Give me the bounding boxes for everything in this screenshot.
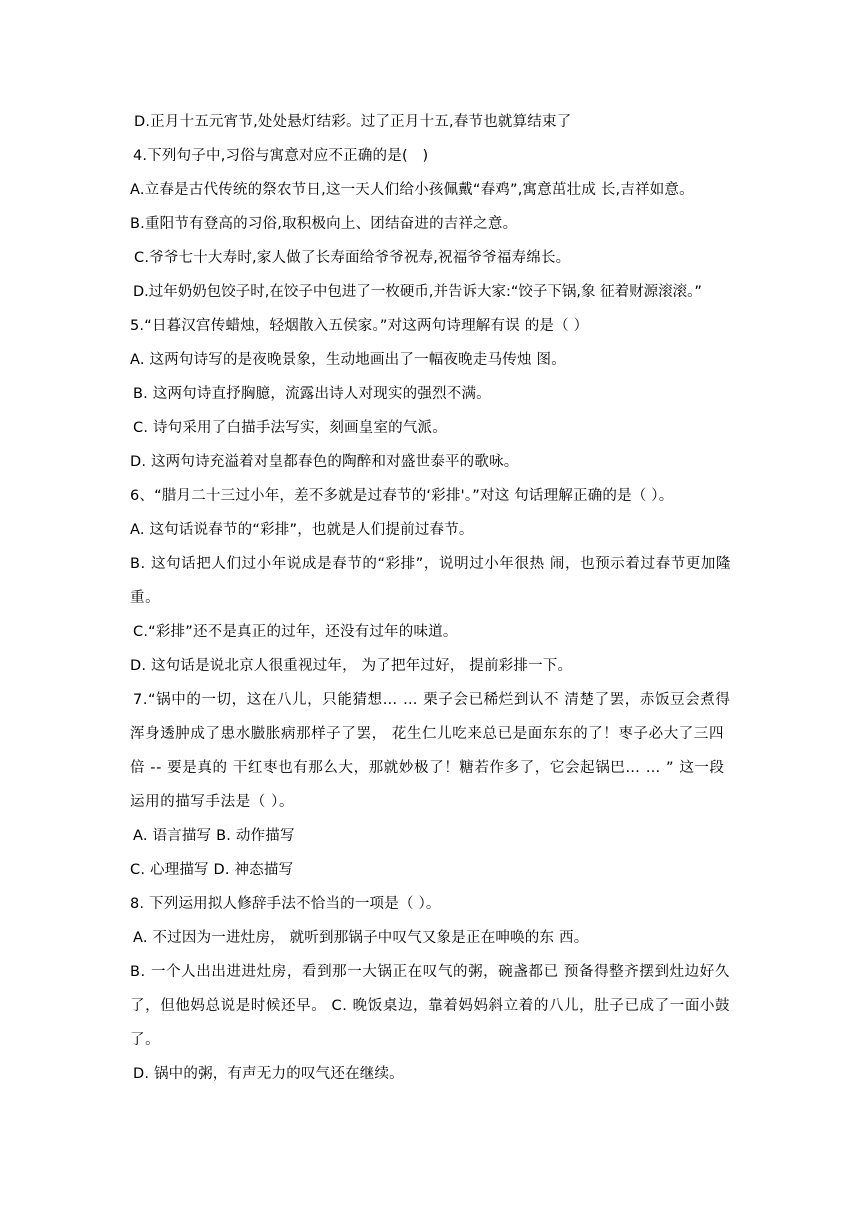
option-line: B. 这两句诗直抒胸臆，流露出诗人对现实的强烈不满。: [133, 386, 491, 402]
option-line: D. 这句话是说北京人很重视过年， 为了把年过好， 提前彩排一下。: [130, 658, 573, 674]
option-line: A. 这句话说春节的“彩排”，也就是人们提前过春节。: [130, 522, 474, 538]
option-paragraph: B. 这句话把人们过小年说成是春节的“彩排”，说明过小年很热 闹，也预示着过春节更加隆重。: [130, 556, 732, 606]
option-line: D.正月十五元宵节,处处悬灯结彩。过了正月十五,春节也就算结束了: [134, 114, 572, 130]
option-line: A. 不过因为一进灶房， 就听到那锅子中叹气又象是正在呻唤的东 西。: [133, 930, 589, 946]
option-line: C.“彩排”还不是真正的过年，还没有过年的味道。: [133, 624, 458, 640]
option-paragraph: B. 一个人出出进进灶房，看到那一大锅正在叹气的粥，碗盏都已 预备得整齐摆到灶边好久了，但他妈总说是时候还早。 C. 晚饭桌边，靠着妈妈斜立着的八儿，肚子已成了一面小鼓了。: [130, 964, 731, 1048]
option-line: D.过年奶奶包饺子时,在饺子中包进了一枚硬币,并告诉大家:“饺子下锅,象 征着财源滚滚。”: [133, 284, 702, 300]
question-line: 4.下列句子中,习俗与寓意对应不正确的是( ): [133, 148, 429, 164]
question-line: 5.“日暮汉宫传蜡烛，轻烟散入五侯家。”对这两句诗理解有误 的是（ ）: [130, 318, 589, 334]
option-line: C. 诗句采用了白描手法写实，刻画皇室的气派。: [133, 420, 447, 436]
option-line: A.立春是古代传统的祭农节日,这一天人们给小孩佩戴“春鸡”,寓意茁壮成 长,吉祥如意。: [130, 182, 694, 198]
option-line: A. 语言描写 B. 动作描写: [133, 828, 295, 844]
question-line: 8. 下列运用拟人修辞手法不恰当的一项是（ ）。: [130, 896, 441, 912]
question-paragraph: 7.“锅中的一切，这在八儿，只能猜想… … 栗子会已稀烂到认不 清楚了罢，赤饭豆会煮得浑身透肿成了患水臌胀病那样子了罢， 花生仁儿吃来总已是面东东的了！枣子必大了三四倍 -- 要是真的 干红枣也有那么大，那就妙极了！糖若作多了，它会起锅巴… … ” 这一段运用的描写手法是（ ）。: [130, 692, 731, 810]
question-line: 6、“腊月二十三过小年，差不多就是过春节的‘彩排'。”对这 句话理解正确的是（ ）。: [130, 488, 674, 504]
option-line: C.爷爷七十大寿时,家人做了长寿面给爷爷祝寿,祝福爷爷福寿绵长。: [134, 250, 571, 266]
option-line: C. 心理描写 D. 神态描写: [130, 862, 294, 878]
option-line: D. 锅中的粥，有声无力的叹气还在继续。: [133, 1066, 404, 1082]
option-line: D. 这两句诗充溢着对皇都春色的陶醉和对盛世泰平的歌咏。: [130, 454, 519, 470]
option-line: A. 这两句诗写的是夜晚景象，生动地画出了一幅夜晚走马传烛 图。: [130, 352, 566, 368]
option-line: B.重阳节有登高的习俗,取积极向上、团结奋进的吉祥之意。: [130, 216, 518, 232]
